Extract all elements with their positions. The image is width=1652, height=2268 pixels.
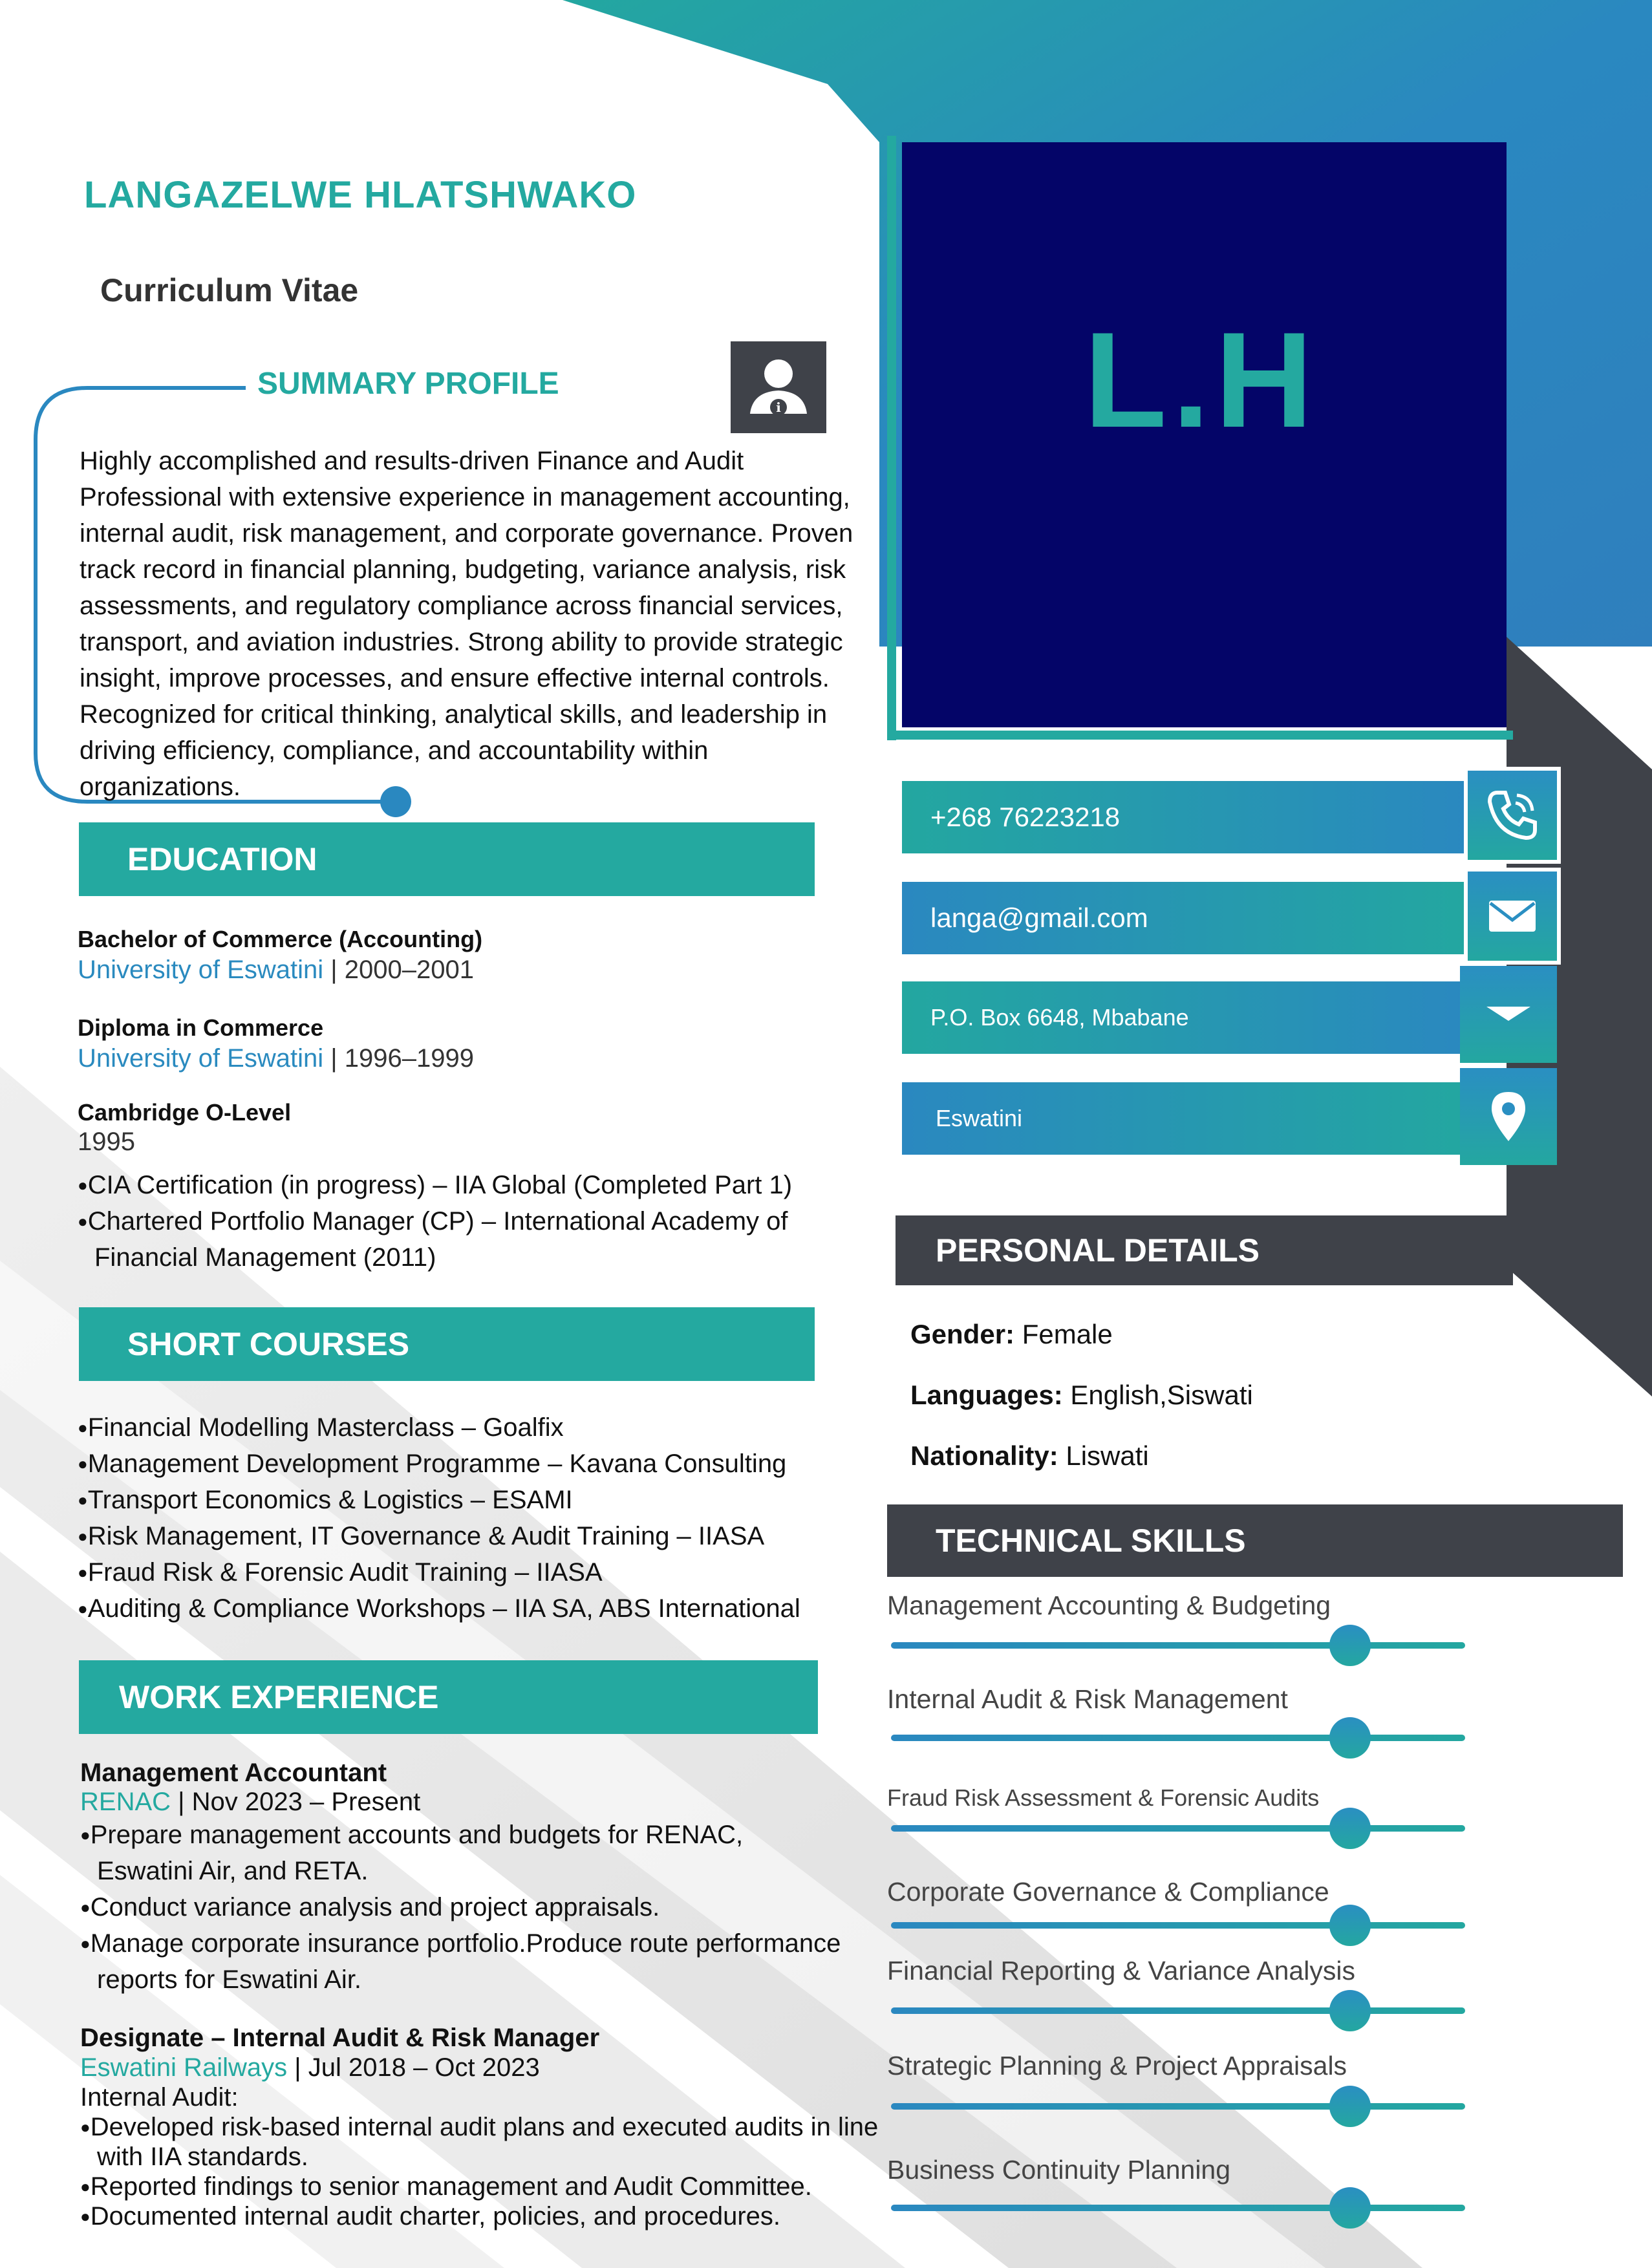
skill-level-knob: [1329, 1808, 1371, 1849]
list-item: ● Documented internal audit charter, policies, and procedures.: [80, 2201, 882, 2231]
document-subtitle: Curriculum Vitae: [100, 272, 359, 308]
nationality-value: Liswati: [1058, 1440, 1149, 1471]
skill-track: [891, 1825, 1465, 1832]
skill-track: [891, 1922, 1465, 1929]
list-item: ● Financial Modelling Masterclass – Goalfix: [78, 1409, 918, 1446]
skill-level-knob: [1329, 1905, 1371, 1946]
employer: RENAC: [80, 1788, 171, 1816]
languages-row: [910, 1380, 1253, 1411]
skill-label: Business Continuity Planning: [887, 2155, 1231, 2185]
skill-level-knob: [1329, 1717, 1371, 1759]
email-address[interactable]: langa@gmail.com: [930, 903, 1148, 933]
short-courses-header: SHORT COURSES: [79, 1307, 815, 1381]
location-pin-icon: [1460, 1068, 1557, 1165]
gender-label: Gender:: [910, 1319, 1015, 1349]
skill-label: Fraud Risk Assessment & Forensic Audits: [887, 1784, 1320, 1811]
summary-line: Professional with extensive experience in management accounting,: [80, 483, 850, 511]
skill-label: Management Accounting & Budgeting: [887, 1590, 1331, 1620]
institution: University of Eswatini: [78, 956, 324, 984]
skill-label: Financial Reporting & Variance Analysis: [887, 1956, 1355, 1985]
employer: Eswatini Railways: [80, 2053, 288, 2082]
contact-country: [902, 1082, 1471, 1155]
list-item: ● Developed risk-based internal audit plans and executed audits in line with IIA standards.: [80, 2112, 882, 2172]
contact-phone: [902, 781, 1471, 853]
gender-row: [910, 1319, 1113, 1350]
skill-track: [891, 2205, 1465, 2211]
summary-line: Highly accomplished and results-driven Finance and Audit: [80, 447, 744, 475]
degree-meta: [78, 1044, 886, 1073]
list-item: ● Transport Economics & Logistics – ESAMI: [78, 1482, 918, 1518]
job-role: Management Accountant: [80, 1759, 387, 1787]
personal-details-header: PERSONAL DETAILS: [896, 1215, 1513, 1285]
list-item: ● CIA Certification (in progress) – IIA Global (Completed Part 1): [78, 1167, 860, 1203]
skill-level-knob: [1329, 2086, 1371, 2127]
skill-label: Internal Audit & Risk Management: [887, 1684, 1288, 1714]
languages-label: Languages:: [910, 1380, 1063, 1410]
summary-title: SUMMARY PROFILE: [257, 367, 559, 401]
education-list: [78, 926, 886, 1276]
job-bullets: [80, 1817, 843, 1998]
job-meta: [80, 2053, 882, 2082]
summary-line: assessments, and regulatory compliance across financial services,: [80, 592, 843, 620]
skill-level-knob: [1329, 1625, 1371, 1666]
work-list: [80, 1759, 882, 2231]
summary-text: [80, 443, 894, 805]
skill-level-knob: [1329, 2187, 1371, 2229]
skill-track: [891, 2103, 1465, 2110]
country: Eswatini: [936, 1105, 1023, 1131]
skill-level-knob: [1329, 1990, 1371, 2031]
job-section: Internal Audit:: [80, 2083, 239, 2112]
summary-line: track record in financial planning, budgeting, variance analysis, risk: [80, 555, 846, 584]
list-item: ● Risk Management, IT Governance & Audit Training – IIASA: [78, 1518, 918, 1554]
institution: University of Eswatini: [78, 1044, 324, 1073]
job-role: Designate – Internal Audit & Risk Manager: [80, 2024, 600, 2052]
candidate-name: LANGAZELWE HLATSHWAKO: [84, 174, 637, 216]
list-item: ● Management Development Programme – Kavana Consulting: [78, 1446, 918, 1482]
postal-address: P.O. Box 6648, Mbabane: [930, 1004, 1189, 1031]
period: | Jul 2018 – Oct 2023: [287, 2053, 540, 2082]
envelope-icon: [1464, 868, 1561, 965]
list-item: ● Prepare management accounts and budgets for RENAC, Eswatini Air, and RETA.: [80, 1817, 843, 1889]
phone-icon: [1464, 767, 1561, 864]
education-header: EDUCATION: [79, 822, 815, 896]
languages-value: English,Siswati: [1062, 1380, 1253, 1410]
years: | 2000–2001: [323, 956, 474, 984]
skill-track: [891, 1642, 1465, 1649]
degree-meta: [78, 956, 886, 985]
degree-title: Bachelor of Commerce (Accounting): [78, 926, 483, 952]
nationality-label: Nationality:: [910, 1440, 1058, 1471]
job-bullets: [80, 2112, 882, 2231]
summary-line: insight, improve processes, and ensure effective internal controls.: [80, 664, 830, 692]
work-experience-header: WORK EXPERIENCE: [79, 1660, 818, 1734]
summary-line: transport, and aviation industries. Strong ability to provide strategic: [80, 628, 843, 656]
summary-line: organizations.: [80, 773, 241, 801]
list-item: ● Chartered Portfolio Manager (CP) – International Academy of Financial Management (2011): [78, 1203, 860, 1276]
skill-label: Corporate Governance & Compliance: [887, 1877, 1329, 1907]
technical-skills-header: TECHNICAL SKILLS: [887, 1504, 1623, 1577]
svg-text:i: i: [776, 400, 781, 415]
list-item: ● Manage corporate insurance portfolio.Produce route performance reports for Eswatini Air.: [80, 1925, 843, 1998]
degree-title: Diploma in Commerce: [78, 1014, 324, 1041]
list-item: ● Fraud Risk & Forensic Audit Training – IIASA: [78, 1554, 918, 1590]
list-item: ● Reported findings to senior management and Audit Committee.: [80, 2172, 882, 2201]
list-item: ● Auditing & Compliance Workshops – IIA SA, ABS International: [78, 1590, 918, 1627]
list-item: ● Conduct variance analysis and project appraisals.: [80, 1889, 843, 1925]
nationality-row: [910, 1440, 1149, 1471]
summary-line: Recognized for critical thinking, analytical skills, and leadership in: [80, 700, 828, 729]
certification-list: [78, 1167, 860, 1276]
initials-panel: [902, 142, 1507, 727]
skill-label: Strategic Planning & Project Appraisals: [887, 2051, 1347, 2081]
gender-value: Female: [1014, 1319, 1113, 1349]
contact-email: [902, 882, 1471, 954]
summary-line: driving efficiency, compliance, and accountability within: [80, 736, 709, 765]
contact-postal: [902, 981, 1471, 1054]
skill-track: [891, 2007, 1465, 2014]
skill-track: [891, 1735, 1465, 1741]
mailbox-icon: [1460, 966, 1557, 1063]
user-info-icon: [731, 341, 826, 433]
years: | 1996–1999: [323, 1044, 474, 1073]
initials: L.H: [1084, 303, 1318, 456]
years: 1995: [78, 1128, 135, 1156]
degree-title: Cambridge O-Level: [78, 1099, 292, 1126]
short-courses-list: [78, 1409, 918, 1627]
summary-line: internal audit, risk management, and corporate governance. Proven: [80, 519, 853, 548]
period: | Nov 2023 – Present: [171, 1788, 421, 1816]
phone-number[interactable]: +268 76223218: [930, 802, 1121, 832]
job-meta: [80, 1788, 882, 1817]
